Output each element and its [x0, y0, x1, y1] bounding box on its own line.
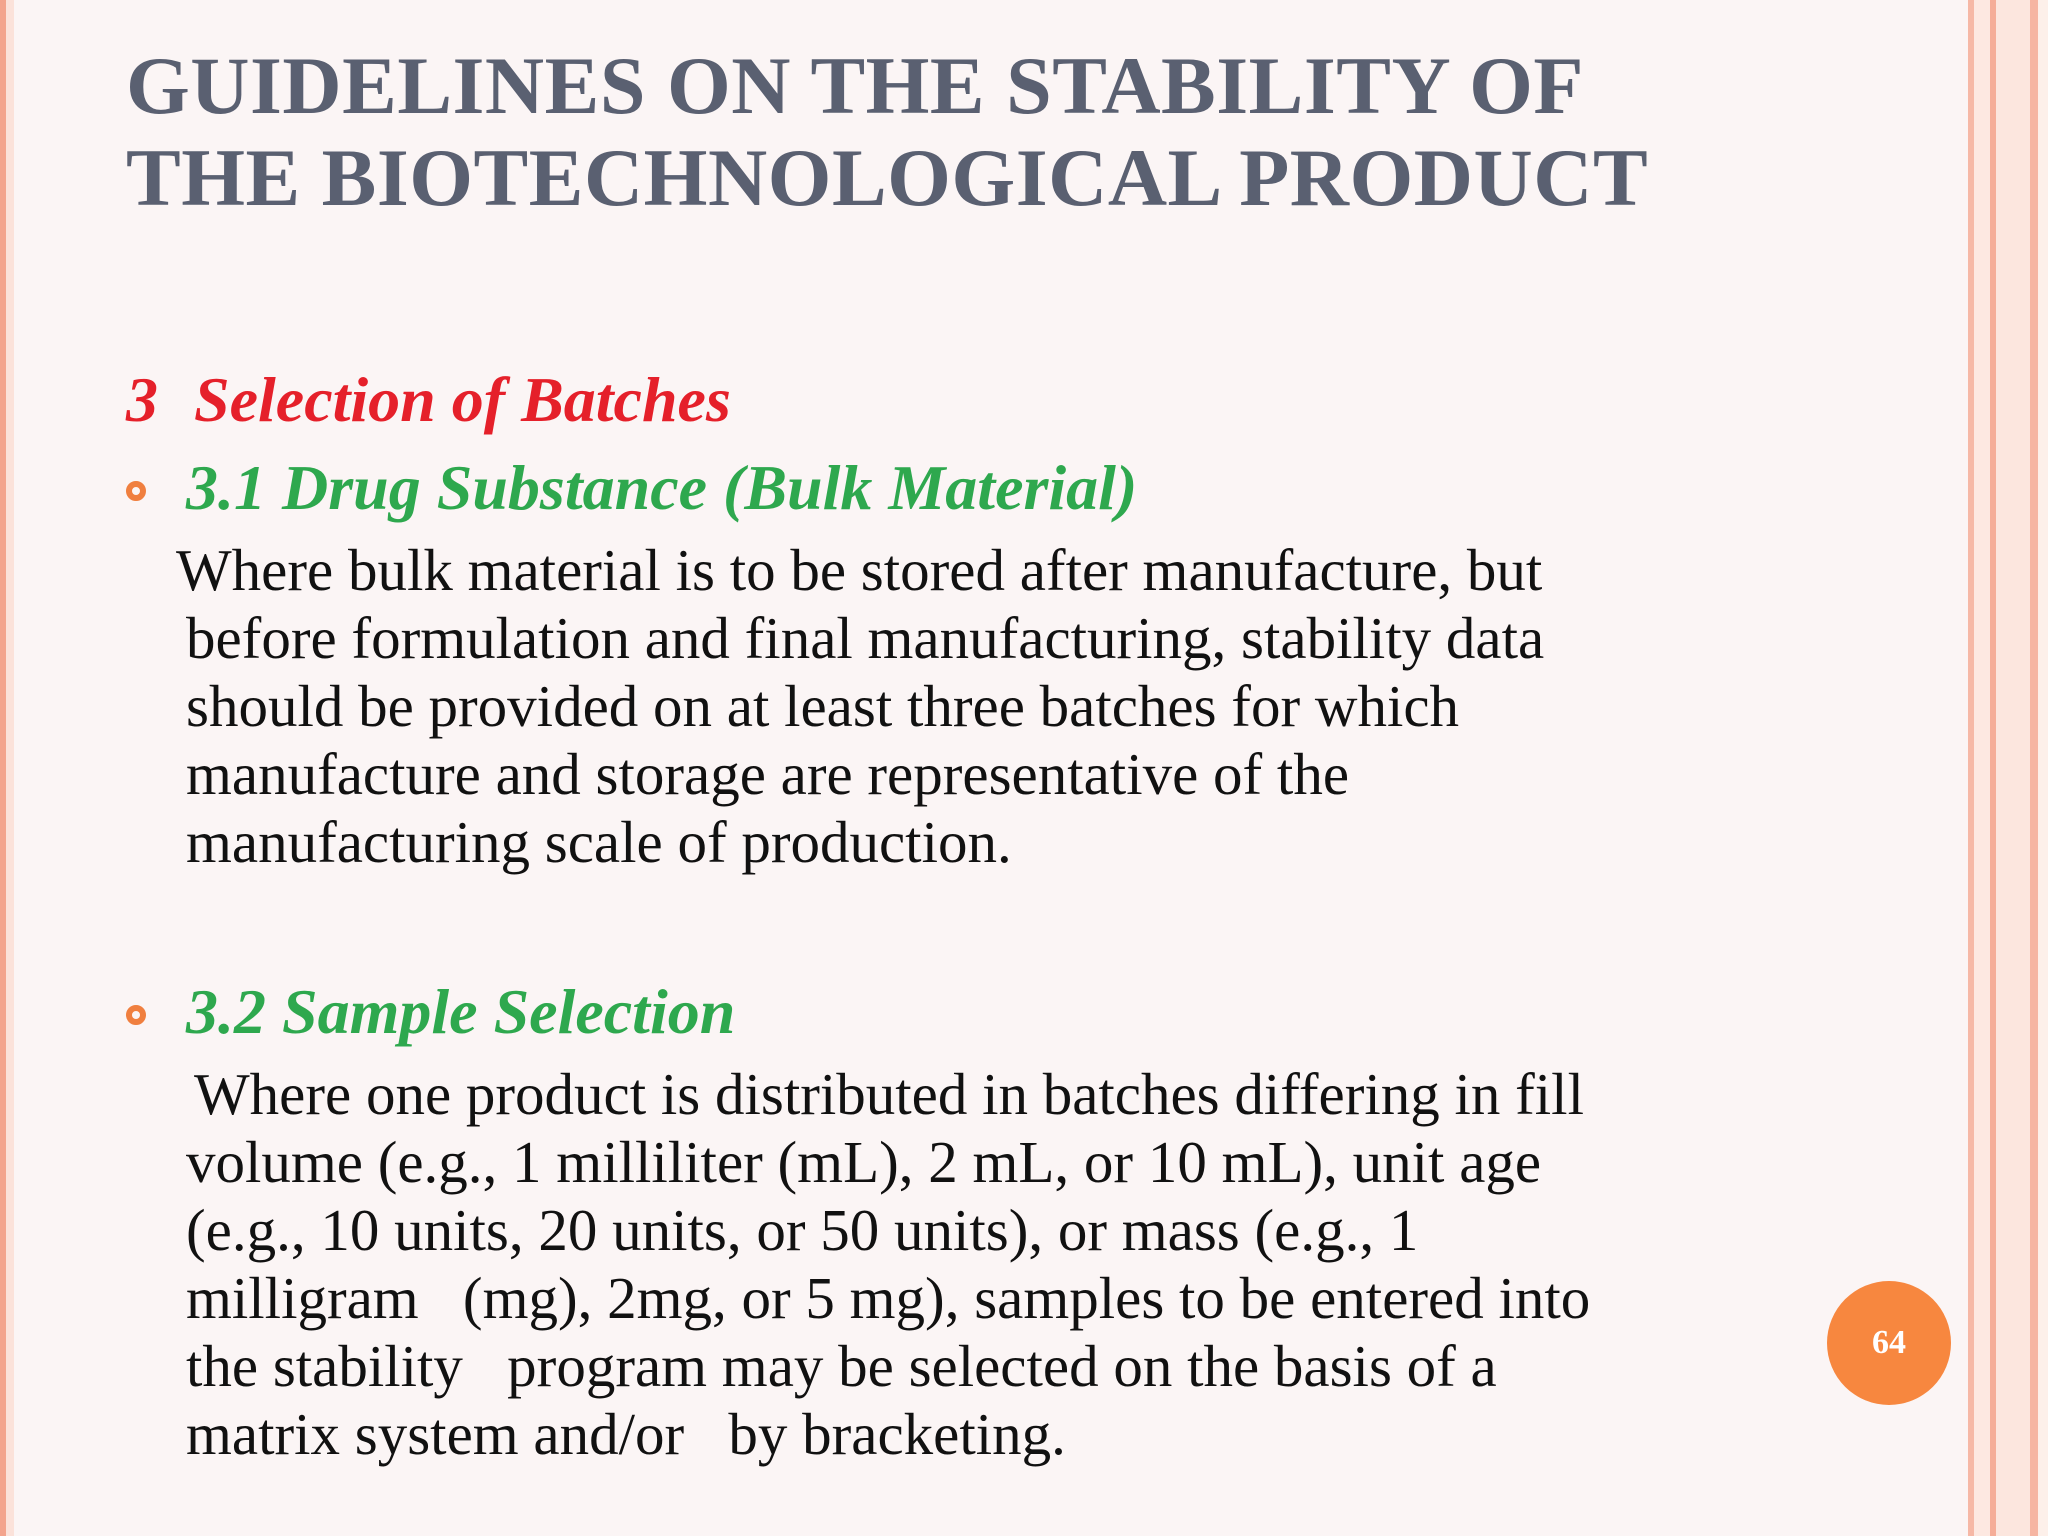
page-number-badge: 64	[1827, 1281, 1951, 1405]
subsection-heading-1	[126, 446, 1137, 530]
right-border-decoration	[1966, 0, 2048, 1536]
paragraph-line: matrix system and/or by bracketing.	[186, 1401, 1066, 1467]
paragraph-line: (e.g., 10 units, 20 units, or 50 units), or mass (e.g., 1	[186, 1197, 1419, 1263]
paragraph-line: Where bulk material is to be stored after manufacture, but	[176, 537, 1543, 603]
paragraph-line: before formulation and final manufacturing, stability data	[186, 605, 1545, 671]
subsection-label-2: 3.2 Sample Selection	[186, 976, 736, 1047]
subsection-label-1: 3.1 Drug Substance (Bulk Material)	[186, 452, 1138, 523]
paragraph-line: Where one product is distributed in batches differing in fill	[194, 1061, 1584, 1127]
left-border-decoration	[0, 0, 14, 1536]
subsection-heading-2	[126, 970, 735, 1054]
paragraph-line: should be provided on at least three batches for which	[186, 673, 1460, 739]
paragraph-line: the stability program may be selected on the basis of a	[186, 1333, 1497, 1399]
paragraph-line: manufacturing scale of production.	[186, 809, 1012, 875]
slide-title-line-2: THE BIOTECHNOLOGICAL PRODUCT	[126, 132, 1649, 223]
paragraph-line: manufacture and storage are representative of the	[186, 741, 1350, 807]
section-number: 3	[126, 364, 158, 435]
paragraph-line: volume (e.g., 1 milliliter (mL), 2 mL, or 10 mL), unit age	[186, 1129, 1542, 1195]
slide-title	[126, 40, 1886, 224]
paragraph-line: milligram (mg), 2mg, or 5 mg), samples to be entered into	[186, 1265, 1591, 1331]
subsection-paragraph-2	[186, 1060, 1590, 1468]
subsection-paragraph-1	[176, 536, 1545, 876]
bullet-icon	[126, 481, 146, 501]
section-label: Selection of Batches	[194, 364, 731, 435]
bullet-icon	[126, 1005, 146, 1025]
slide-title-line-1: GUIDELINES ON THE STABILITY OF	[126, 40, 1585, 131]
section-heading	[126, 358, 731, 442]
